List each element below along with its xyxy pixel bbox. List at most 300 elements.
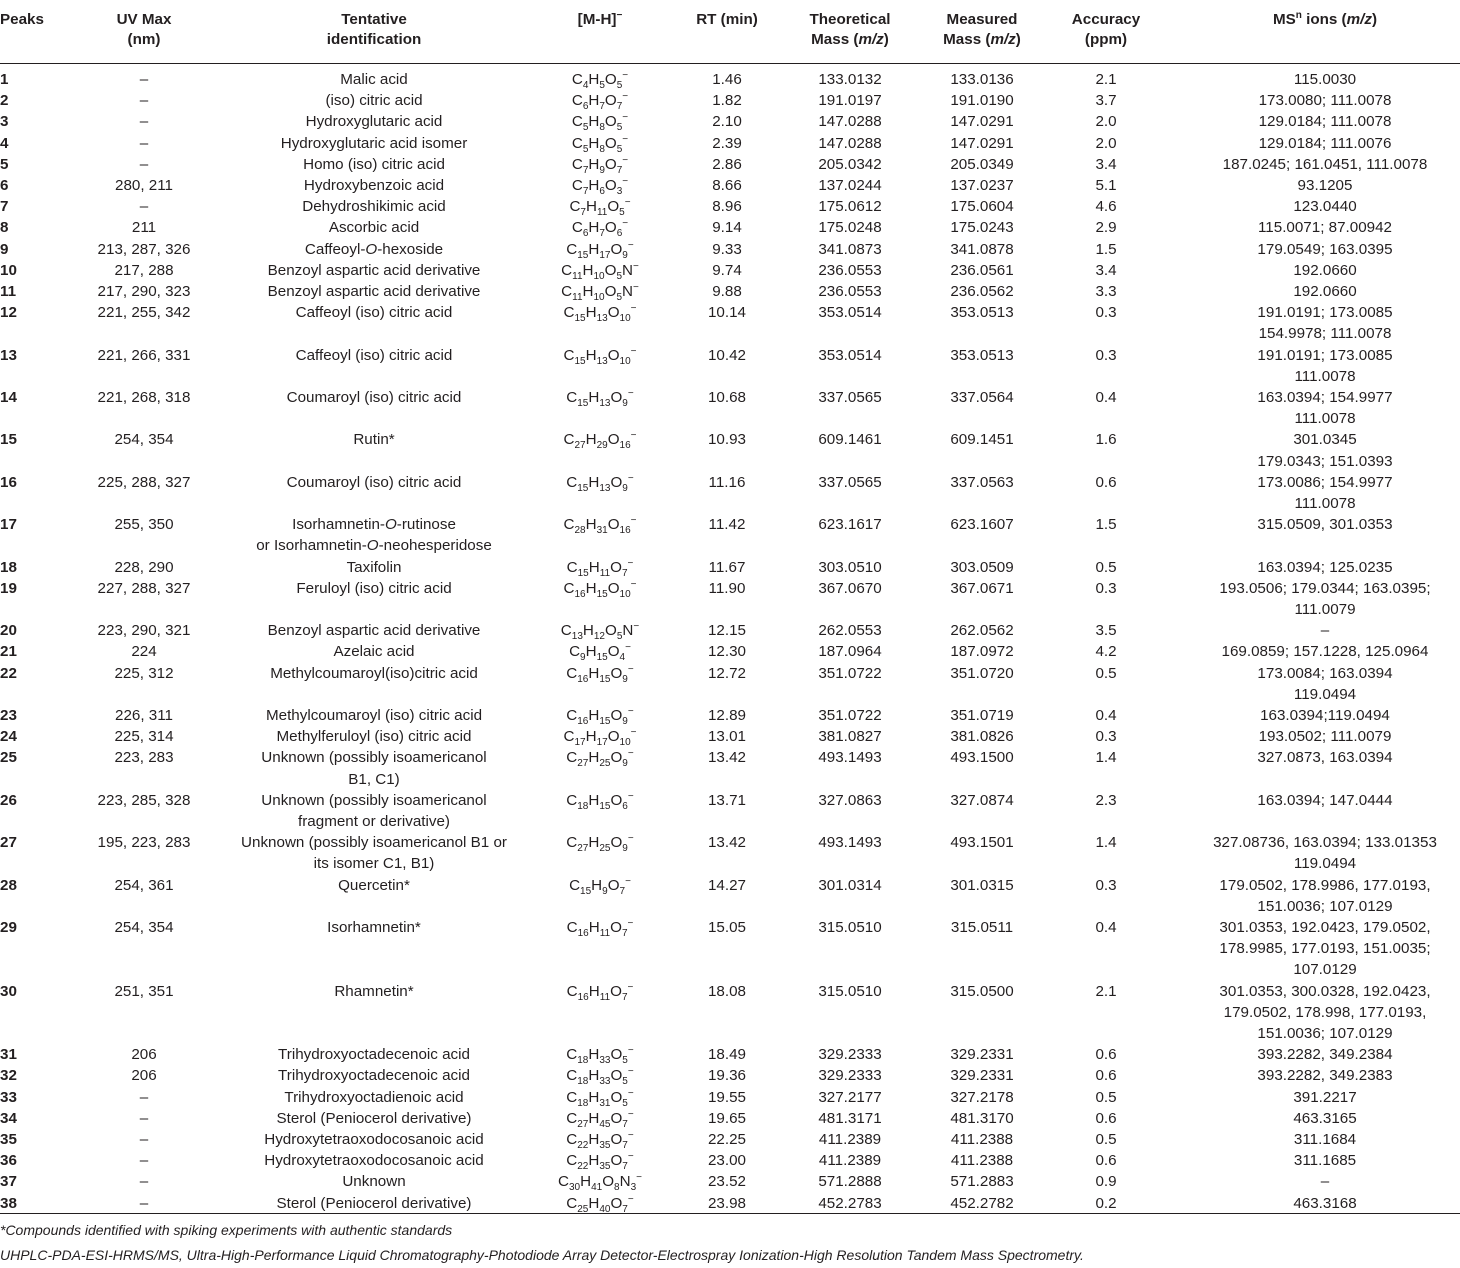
cell-peak: 38: [0, 1194, 17, 1212]
cell-identification: Unknown (possibly isoamericanol B1 or its isomer C1, B1): [241, 834, 507, 873]
cell-theoretical-mass: 137.0244: [818, 177, 882, 194]
cell-accuracy: 0.4: [1095, 389, 1117, 406]
cell-measured-mass: 175.0243: [950, 219, 1014, 237]
cell-ion-formula: $C_{11}H_{10}O_5N^-$: [561, 260, 639, 282]
cell-accuracy: 2.1: [1095, 982, 1117, 1000]
cell-theoretical-mass: 353.0514: [818, 304, 882, 322]
cell-identification: (iso) citric acid: [325, 92, 423, 110]
cell-accuracy: 2.0: [1095, 113, 1117, 131]
cell-msn-ions: 192.0660: [1293, 283, 1357, 300]
cell-msn-ions: 311.1684: [1293, 1131, 1357, 1148]
cell-identification: Benzoyl aspartic acid derivative: [267, 261, 481, 279]
cell-uv-max: 213, 287, 326: [97, 240, 191, 258]
cell-uv-max: 217, 290, 323: [97, 283, 191, 300]
cell-ion-formula: $C_{27}H_{25}O_9^-$: [566, 833, 634, 855]
cell-identification: Hydroxytetraoxodocosanoic acid: [264, 1152, 484, 1170]
cell-rt: 2.86: [712, 155, 742, 173]
cell-peak: 16: [0, 473, 17, 491]
cell-theoretical-mass: 481.3171: [818, 1109, 882, 1127]
cell-rt: 9.88: [712, 283, 742, 300]
cell-measured-mass: 191.0190: [950, 92, 1014, 110]
cell-ion-formula: $C_{15}H_9O_7^-$: [569, 875, 631, 897]
cell-rt: 10.14: [707, 304, 746, 322]
cell-identification: Rutin*: [353, 431, 395, 449]
cell-identification: Sterol (Peniocerol derivative): [276, 1109, 472, 1127]
cell-theoretical-mass: 147.0288: [818, 113, 882, 131]
cell-identification: Unknown (possibly isoamericanol B1, C1): [261, 749, 487, 788]
cell-uv-max: 280, 211: [115, 177, 173, 194]
cell-theoretical-mass: 351.0722: [818, 664, 882, 682]
cell-ion-formula: $C_6H_7O_6^-$: [571, 218, 629, 240]
header-measured-mass: Measured Mass (m/z): [943, 11, 1021, 48]
cell-rt: 19.55: [707, 1088, 746, 1106]
cell-uv-max: 225, 288, 327: [97, 473, 191, 491]
cell-uv-max: –: [139, 1194, 149, 1212]
header-ion: [M-H]−: [577, 9, 623, 28]
cell-ion-formula: $C_{18}H_{31}O_5^-$: [566, 1087, 634, 1109]
cell-uv-max: 225, 312: [114, 664, 174, 682]
cell-rt: 12.30: [707, 643, 746, 661]
cell-msn-ions: 393.2282, 349.2384: [1257, 1046, 1393, 1064]
cell-ion-formula: $C_{30}H_{41}O_8N_3^-$: [558, 1172, 642, 1194]
cell-rt: 18.08: [707, 982, 746, 1000]
cell-peak: 32: [0, 1067, 17, 1085]
cell-rt: 13.01: [707, 728, 746, 746]
cell-accuracy: 0.4: [1095, 707, 1117, 724]
cell-measured-mass: 337.0563: [950, 473, 1014, 491]
cell-theoretical-mass: 327.2177: [818, 1088, 882, 1106]
cell-msn-ions: 301.0353, 192.0423, 179.0502, 178.9985, 177.0193, 151.0035; 107.0129: [1219, 919, 1431, 979]
cell-msn-ions: 301.0353, 300.0328, 192.0423, 179.0502, 178.998, 177.0193, 151.0036; 107.0129: [1219, 982, 1431, 1042]
cell-rt: 13.71: [707, 791, 746, 809]
cell-theoretical-mass: 571.2888: [818, 1173, 882, 1191]
cell-measured-mass: 236.0561: [950, 261, 1014, 279]
cell-accuracy: 0.3: [1095, 304, 1117, 322]
cell-accuracy: 1.4: [1095, 834, 1117, 852]
cell-msn-ions: 187.0245; 161.0451, 111.0078: [1222, 155, 1428, 173]
cell-peak: 18: [0, 558, 17, 576]
cell-rt: 11.90: [708, 579, 746, 597]
cell-theoretical-mass: 337.0565: [818, 389, 882, 406]
cell-identification: Hydroxyglutaric acid: [305, 113, 443, 131]
cell-uv-max: 254, 361: [114, 876, 174, 894]
cell-accuracy: 0.6: [1095, 1046, 1117, 1064]
cell-identification: Caffeoyl (iso) citric acid: [295, 346, 453, 364]
cell-theoretical-mass: 623.1617: [818, 516, 882, 534]
cell-ion-formula: $C_{22}H_{35}O_7^-$: [566, 1129, 634, 1152]
cell-peak: 15: [0, 431, 17, 449]
cell-uv-max: –: [139, 113, 149, 131]
cell-uv-max: –: [139, 1173, 149, 1191]
header-msn-ions: $MS^n$ ions (m/z): [1273, 9, 1377, 28]
header-accuracy: Accuracy (ppm): [1071, 11, 1141, 48]
cell-ion-formula: $C_{27}H_{25}O_9^-$: [566, 748, 634, 770]
cell-ion-formula: $C_{13}H_{12}O_5N^-$: [560, 621, 640, 643]
cell-rt: 1.82: [712, 92, 742, 110]
cell-identification: Azelaic acid: [333, 643, 415, 661]
cell-accuracy: 1.4: [1095, 749, 1117, 767]
cell-ion-formula: $C_9H_{15}O_4^-$: [569, 642, 631, 664]
cell-peak: 36: [0, 1152, 17, 1170]
cell-ion-formula: $C_{16}H_{15}O_{10}^-$: [563, 578, 637, 600]
cell-uv-max: 223, 285, 328: [97, 791, 191, 809]
cell-msn-ions: 173.0080; 111.0078: [1258, 92, 1392, 110]
cell-rt: 8.96: [712, 198, 742, 216]
cell-identification: Coumaroyl (iso) citric acid: [286, 473, 462, 491]
cell-identification: Homo (iso) citric acid: [303, 155, 445, 173]
cell-msn-ions: 179.0549; 163.0395: [1257, 240, 1393, 258]
cell-accuracy: 0.3: [1095, 728, 1117, 746]
cell-msn-ions: 173.0086; 154.9977 111.0078: [1257, 473, 1393, 512]
cell-accuracy: 0.5: [1095, 558, 1117, 576]
cell-measured-mass: 329.2331: [950, 1046, 1014, 1064]
cell-rt: 19.65: [707, 1109, 746, 1127]
cell-measured-mass: 571.2883: [950, 1173, 1014, 1191]
cell-msn-ions: 463.3168: [1293, 1194, 1357, 1212]
header-peaks: Peaks: [0, 11, 44, 28]
cell-measured-mass: 353.0513: [950, 346, 1014, 364]
cell-theoretical-mass: 351.0722: [818, 707, 882, 724]
cell-peak: 22: [0, 664, 17, 682]
cell-msn-ions: 463.3165: [1293, 1109, 1357, 1127]
cell-msn-ions: 327.08736, 163.0394; 133.01353 119.0494: [1213, 834, 1437, 873]
cell-msn-ions: 123.0440: [1293, 198, 1357, 216]
cell-msn-ions: 301.0345 179.0343; 151.0393: [1257, 431, 1393, 470]
cell-measured-mass: 481.3170: [950, 1109, 1014, 1127]
header-rt: RT (min): [696, 11, 758, 28]
cell-theoretical-mass: 191.0197: [818, 92, 882, 110]
cell-msn-ions: 192.0660: [1293, 261, 1357, 279]
cell-msn-ions: 193.0506; 179.0344; 163.0395; 111.0079: [1219, 579, 1431, 618]
footnote-abbreviation: UHPLC-PDA-ESI-HRMS/MS, Ultra-High-Performance Liquid Chromatography-Photodiode Array Detector-Electrospray Ionization-High Resolution Tandem Mass Spectrometry.: [0, 1247, 1084, 1263]
cell-accuracy: 0.3: [1095, 876, 1117, 894]
cell-identification: Malic acid: [340, 71, 408, 88]
cell-msn-ions: 169.0859; 157.1228, 125.0964: [1221, 643, 1429, 661]
cell-ion-formula: $C_{25}H_{40}O_7^-$: [566, 1193, 634, 1215]
cell-peak: 21: [0, 643, 17, 661]
cell-theoretical-mass: 327.0863: [818, 791, 882, 809]
cell-ion-formula: $C_4H_5O_5^-$: [571, 69, 629, 92]
cell-msn-ions: 393.2282, 349.2383: [1257, 1067, 1393, 1085]
cell-uv-max: 223, 283: [114, 749, 174, 767]
table-header: [0, 0, 1460, 64]
cell-rt: 11.67: [708, 558, 746, 576]
cell-peak: 6: [0, 177, 9, 194]
cell-measured-mass: 327.0874: [950, 791, 1014, 809]
cell-identification: Trihydroxyoctadienoic acid: [284, 1088, 464, 1106]
cell-accuracy: 0.3: [1095, 579, 1117, 597]
cell-identification: Hydroxybenzoic acid: [303, 177, 445, 194]
cell-identification: Feruloyl (iso) citric acid: [296, 579, 452, 597]
cell-uv-max: 221, 268, 318: [97, 389, 191, 406]
cell-msn-ions: –: [1320, 1173, 1330, 1191]
cell-rt: 23.00: [707, 1152, 746, 1170]
cell-measured-mass: 341.0878: [950, 240, 1014, 258]
cell-measured-mass: 381.0826: [950, 728, 1014, 746]
cell-ion-formula: $C_{15}H_{13}O_{10}^-$: [563, 345, 637, 367]
cell-peak: 3: [0, 113, 9, 131]
cell-theoretical-mass: 301.0314: [818, 876, 882, 894]
cell-theoretical-mass: 411.2389: [818, 1152, 882, 1170]
cell-msn-ions: 191.0191; 173.0085 154.9978; 111.0078: [1257, 304, 1393, 343]
cell-accuracy: 2.0: [1095, 134, 1117, 152]
cell-theoretical-mass: 147.0288: [818, 134, 882, 152]
cell-measured-mass: 175.0604: [950, 198, 1014, 216]
cell-peak: 12: [0, 304, 17, 322]
cell-rt: 23.52: [707, 1173, 746, 1191]
cell-identification: Unknown: [342, 1173, 406, 1191]
cell-ion-formula: $C_{16}H_{15}O_9^-$: [566, 705, 634, 728]
cell-peak: 35: [0, 1131, 17, 1148]
cell-uv-max: 226, 311: [115, 707, 173, 724]
cell-ion-formula: $C_{15}H_{13}O_9^-$: [566, 387, 634, 410]
cell-peak: 19: [0, 579, 17, 597]
cell-theoretical-mass: 315.0510: [818, 919, 882, 936]
cell-ion-formula: $C_{27}H_{45}O_7^-$: [566, 1108, 634, 1130]
cell-msn-ions: 163.0394;119.0494: [1260, 707, 1390, 724]
cell-msn-ions: 129.0184; 111.0076: [1258, 134, 1392, 152]
cell-theoretical-mass: 175.0612: [818, 198, 882, 216]
cell-ion-formula: $C_5H_8O_5^-$: [571, 112, 629, 134]
cell-ion-formula: $C_{11}H_{10}O_5N^-$: [561, 281, 639, 304]
cell-rt: 9.33: [712, 240, 742, 258]
cell-measured-mass: 262.0562: [950, 622, 1014, 640]
cell-theoretical-mass: 353.0514: [818, 346, 882, 364]
cell-ion-formula: $C_6H_7O_7^-$: [571, 91, 629, 113]
cell-uv-max: 254, 354: [114, 431, 174, 449]
cell-accuracy: 3.7: [1095, 92, 1117, 110]
cell-peak: 29: [0, 919, 17, 936]
cell-theoretical-mass: 411.2389: [818, 1131, 882, 1148]
cell-measured-mass: 351.0720: [950, 664, 1014, 682]
cell-peak: 31: [0, 1046, 17, 1064]
footnote-spiking: *Compounds identified with spiking experiments with authentic standards: [0, 1222, 453, 1238]
cell-ion-formula: $C_{18}H_{33}O_5^-$: [566, 1066, 634, 1088]
cell-measured-mass: 147.0291: [950, 113, 1014, 131]
cell-peak: 5: [0, 155, 9, 173]
cell-measured-mass: 236.0562: [950, 283, 1014, 300]
cell-identification: Caffeoyl (iso) citric acid: [295, 304, 453, 322]
cell-theoretical-mass: 187.0964: [818, 643, 882, 661]
cell-theoretical-mass: 609.1461: [818, 431, 882, 449]
cell-theoretical-mass: 315.0510: [818, 982, 882, 1000]
cell-identification: Methylcoumaroyl(iso)citric acid: [270, 664, 478, 682]
cell-accuracy: 5.1: [1095, 177, 1117, 194]
cell-uv-max: 206: [131, 1067, 157, 1085]
cell-theoretical-mass: 452.2783: [818, 1194, 882, 1212]
cell-peak: 34: [0, 1109, 17, 1127]
header-identification: Tentative identification: [326, 11, 422, 48]
cell-msn-ions: 163.0394; 125.0235: [1257, 558, 1393, 576]
cell-accuracy: 2.9: [1095, 219, 1117, 237]
cell-msn-ions: 191.0191; 173.0085 111.0078: [1257, 346, 1393, 385]
cell-peak: 1: [0, 71, 9, 88]
cell-identification: Methylferuloyl (iso) citric acid: [276, 728, 472, 746]
cell-msn-ions: 163.0394; 147.0444: [1257, 791, 1393, 809]
cell-uv-max: 206: [131, 1046, 157, 1064]
cell-accuracy: 0.6: [1095, 1109, 1117, 1127]
cell-accuracy: 2.1: [1095, 71, 1117, 88]
cell-peak: 37: [0, 1173, 17, 1191]
cell-msn-ions: 173.0084; 163.0394 119.0494: [1257, 664, 1393, 703]
cell-peak: 20: [0, 622, 17, 640]
cell-measured-mass: 327.2178: [950, 1088, 1014, 1106]
cell-identification: Caffeoyl-O-hexoside: [304, 240, 444, 258]
cell-accuracy: 3.5: [1095, 622, 1117, 640]
cell-identification: Hydroxyglutaric acid isomer: [280, 134, 468, 152]
header-theoretical-mass: Theoretical Mass (m/z): [809, 11, 891, 48]
cell-msn-ions: 115.0071; 87.00942: [1257, 219, 1392, 237]
cell-accuracy: 3.4: [1095, 261, 1117, 279]
cell-theoretical-mass: 236.0553: [818, 283, 882, 300]
cell-rt: 2.39: [712, 134, 742, 152]
cell-measured-mass: 315.0500: [950, 982, 1014, 1000]
cell-theoretical-mass: 493.1493: [818, 749, 882, 767]
cell-peak: 17: [0, 516, 17, 534]
cell-peak: 30: [0, 982, 17, 1000]
cell-msn-ions: 391.2217: [1293, 1088, 1357, 1106]
cell-accuracy: 1.6: [1095, 431, 1117, 449]
cell-rt: 9.74: [712, 261, 742, 279]
cell-peak: 27: [0, 834, 17, 852]
cell-theoretical-mass: 329.2333: [818, 1067, 882, 1085]
cell-identification: Isorhamnetin*: [327, 919, 421, 936]
cell-peak: 10: [0, 261, 17, 279]
cell-msn-ions: 129.0184; 111.0078: [1258, 113, 1392, 131]
cell-ion-formula: $C_7H_{11}O_5^-$: [569, 197, 631, 219]
cell-msn-ions: 115.0030: [1293, 71, 1357, 88]
cell-theoretical-mass: 337.0565: [818, 473, 882, 491]
cell-ion-formula: $C_{18}H_{33}O_5^-$: [566, 1045, 634, 1067]
cell-measured-mass: 493.1500: [950, 749, 1014, 767]
cell-peak: 7: [0, 198, 9, 216]
cell-msn-ions: 179.0502, 178.9986, 177.0193, 151.0036; 107.0129: [1219, 876, 1431, 915]
cell-measured-mass: 133.0136: [950, 71, 1014, 88]
cell-ion-formula: $C_7H_6O_3^-$: [571, 175, 629, 198]
cell-ion-formula: $C_{16}H_{11}O_7^-$: [566, 981, 634, 1003]
cell-msn-ions: 163.0394; 154.9977 111.0078: [1257, 389, 1393, 428]
cell-uv-max: –: [139, 134, 149, 152]
cell-measured-mass: 493.1501: [950, 834, 1014, 852]
cell-uv-max: 225, 314: [114, 728, 174, 746]
cell-measured-mass: 301.0315: [950, 876, 1014, 894]
cell-accuracy: 0.9: [1095, 1173, 1117, 1191]
cell-theoretical-mass: 329.2333: [818, 1046, 882, 1064]
cell-rt: 11.16: [708, 473, 746, 491]
cell-theoretical-mass: 367.0670: [818, 579, 882, 597]
cell-accuracy: 1.5: [1095, 516, 1117, 534]
cell-ion-formula: $C_{17}H_{17}O_{10}^-$: [563, 727, 637, 749]
cell-uv-max: 254, 354: [114, 919, 174, 936]
cell-uv-max: 224: [131, 643, 157, 661]
cell-accuracy: 0.5: [1095, 664, 1117, 682]
cell-identification: Coumaroyl (iso) citric acid: [286, 389, 462, 406]
cell-identification: Trihydroxyoctadecenoic acid: [278, 1046, 470, 1064]
cell-accuracy: 0.6: [1095, 1152, 1117, 1170]
cell-measured-mass: 137.0237: [950, 177, 1014, 194]
cell-uv-max: 195, 223, 283: [97, 834, 191, 852]
cell-identification: Rhamnetin*: [334, 982, 414, 1000]
cell-accuracy: 0.5: [1095, 1131, 1117, 1148]
cell-identification: Hydroxytetraoxodocosanoic acid: [264, 1131, 484, 1148]
cell-rt: 12.89: [707, 707, 746, 724]
cell-uv-max: 217, 288: [114, 261, 174, 279]
cell-uv-max: –: [139, 92, 149, 110]
cell-uv-max: 211: [131, 219, 157, 237]
cell-rt: 11.42: [708, 516, 746, 534]
cell-accuracy: 0.6: [1095, 1067, 1117, 1085]
cell-peak: 25: [0, 749, 17, 767]
cell-peak: 9: [0, 240, 9, 258]
cell-accuracy: 0.5: [1095, 1088, 1117, 1106]
cell-theoretical-mass: 381.0827: [818, 728, 882, 746]
cell-ion-formula: $C_{15}H_{11}O_7^-$: [566, 557, 634, 579]
cell-measured-mass: 147.0291: [950, 134, 1014, 152]
cell-measured-mass: 411.2388: [950, 1152, 1014, 1170]
cell-uv-max: –: [139, 1109, 149, 1127]
cell-measured-mass: 315.0511: [950, 919, 1014, 936]
cell-measured-mass: 623.1607: [950, 516, 1014, 534]
cell-ion-formula: $C_{15}H_{13}O_{10}^-$: [563, 303, 637, 325]
cell-peak: 2: [0, 92, 9, 110]
cell-identification: Taxifolin: [346, 558, 402, 576]
cell-identification: Dehydroshikimic acid: [302, 198, 446, 216]
cell-measured-mass: 367.0671: [950, 579, 1014, 597]
cell-measured-mass: 351.0719: [950, 707, 1014, 724]
cell-measured-mass: 353.0513: [950, 304, 1014, 322]
cell-theoretical-mass: 175.0248: [818, 219, 882, 237]
cell-uv-max: 221, 266, 331: [97, 346, 191, 364]
cell-identification: Benzoyl aspartic acid derivative: [267, 283, 481, 300]
cell-msn-ions: 315.0509, 301.0353: [1257, 516, 1393, 534]
cell-theoretical-mass: 205.0342: [818, 155, 882, 173]
cell-theoretical-mass: 262.0553: [818, 622, 882, 640]
cell-peak: 4: [0, 134, 9, 152]
cell-theoretical-mass: 303.0510: [818, 558, 882, 576]
cell-peak: 14: [0, 389, 17, 406]
cell-rt: 13.42: [707, 749, 746, 767]
cell-rt: 18.49: [707, 1046, 746, 1064]
cell-uv-max: 251, 351: [114, 982, 174, 1000]
cell-rt: 15.05: [707, 919, 746, 936]
cell-msn-ions: 327.0873, 163.0394: [1257, 749, 1393, 767]
cell-accuracy: 0.6: [1095, 473, 1117, 491]
cell-rt: 10.93: [707, 431, 746, 449]
cell-peak: 33: [0, 1088, 17, 1106]
cell-uv-max: 228, 290: [114, 558, 174, 576]
cell-measured-mass: 303.0509: [950, 558, 1014, 576]
cell-uv-max: –: [139, 1131, 149, 1148]
cell-identification: Trihydroxyoctadecenoic acid: [278, 1067, 470, 1085]
cell-identification: Benzoyl aspartic acid derivative: [267, 622, 481, 640]
cell-accuracy: 0.3: [1095, 346, 1117, 364]
cell-peak: 26: [0, 791, 17, 809]
cell-accuracy: 3.3: [1095, 283, 1117, 300]
cell-ion-formula: $C_7H_9O_7^-$: [571, 154, 629, 176]
cell-rt: 1.46: [712, 71, 742, 88]
cell-measured-mass: 452.2782: [950, 1194, 1014, 1212]
cell-uv-max: –: [139, 71, 149, 88]
cell-identification: Unknown (possibly isoamericanol fragment or derivative): [261, 791, 487, 830]
cell-ion-formula: $C_5H_8O_5^-$: [571, 133, 629, 155]
cell-rt: 12.15: [707, 622, 746, 640]
cell-uv-max: –: [139, 155, 149, 173]
cell-identification: Sterol (Peniocerol derivative): [276, 1194, 472, 1212]
cell-uv-max: 255, 350: [114, 516, 174, 534]
cell-identification: Methylcoumaroyl (iso) citric acid: [265, 707, 483, 724]
cell-measured-mass: 329.2331: [950, 1067, 1014, 1085]
cell-ion-formula: $C_{28}H_{31}O_{16}^-$: [563, 515, 637, 537]
